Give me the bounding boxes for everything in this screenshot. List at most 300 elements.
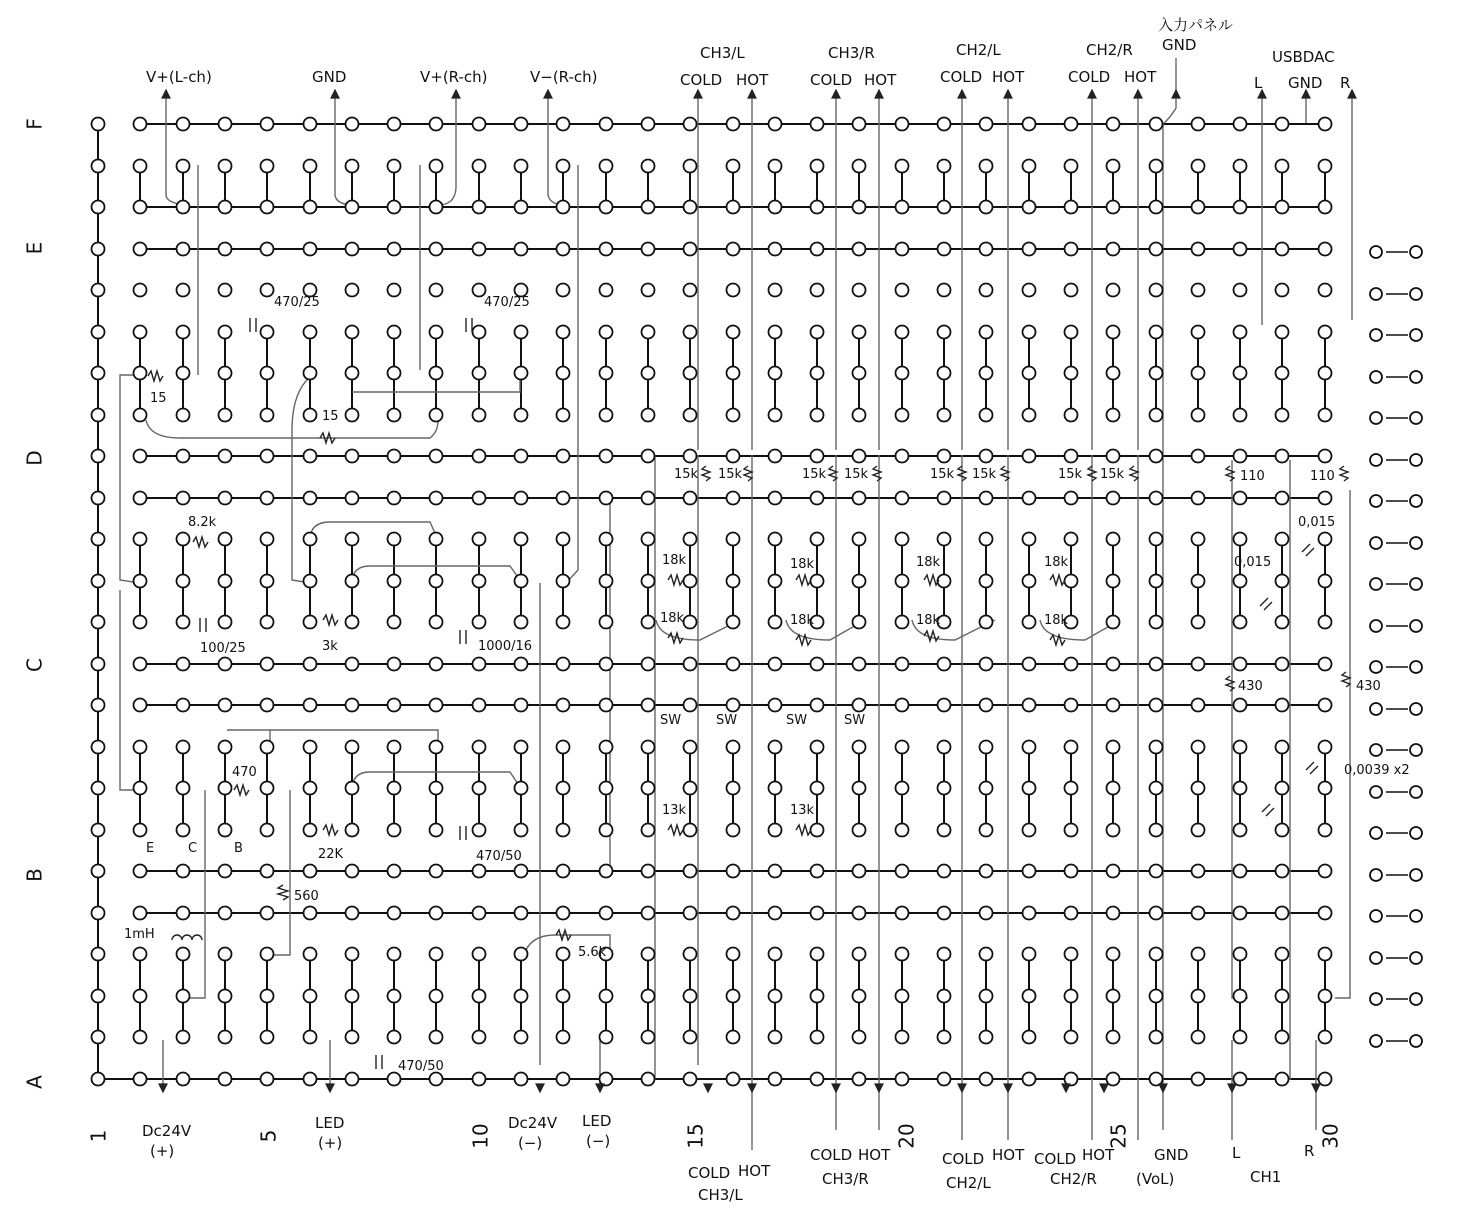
jumper-wires	[120, 58, 1352, 1150]
label-vplus-r: V+(R-ch)	[420, 68, 488, 86]
board-hole	[853, 533, 866, 546]
board-hole	[727, 616, 740, 629]
label-cap-1000-16: 1000/16	[478, 639, 533, 654]
board-hole	[938, 1073, 951, 1086]
board-hole	[346, 243, 359, 256]
board-hole	[92, 409, 105, 422]
board-hole	[1276, 243, 1289, 256]
wire-loop-o	[183, 790, 205, 998]
board-hole	[684, 409, 697, 422]
board-hole	[1107, 658, 1120, 671]
connector-hole	[1410, 578, 1422, 590]
board-hole	[1319, 118, 1332, 131]
board-hole	[1150, 243, 1163, 256]
board-hole	[642, 699, 655, 712]
board-hole	[1319, 450, 1332, 463]
board-hole	[92, 492, 105, 505]
board-hole	[177, 699, 190, 712]
board-hole	[853, 201, 866, 214]
board-hole	[1192, 1031, 1205, 1044]
board-hole	[1234, 616, 1247, 629]
board-hole	[430, 326, 443, 339]
resistor-430-b	[1342, 672, 1350, 687]
row-label-d: D	[22, 450, 47, 466]
board-hole	[346, 575, 359, 588]
board-hole	[177, 450, 190, 463]
board-hole	[1065, 284, 1078, 297]
arrow-head	[162, 90, 170, 98]
board-hole	[684, 492, 697, 505]
board-hole	[1065, 367, 1078, 380]
board-hole	[261, 990, 274, 1003]
board-hole	[1192, 492, 1205, 505]
resistor-560	[278, 885, 288, 900]
board-hole	[261, 948, 274, 961]
board-hole	[1319, 699, 1332, 712]
board-hole	[938, 575, 951, 588]
board-hole	[92, 118, 105, 131]
board-hole	[896, 533, 909, 546]
board-hole	[684, 699, 697, 712]
board-hole	[430, 160, 443, 173]
board-hole	[980, 492, 993, 505]
board-hole	[769, 990, 782, 1003]
board-hole	[896, 865, 909, 878]
board-hole	[177, 907, 190, 920]
board-hole	[557, 1031, 570, 1044]
board-hole	[600, 575, 613, 588]
label-r110-a: 110	[1240, 469, 1265, 484]
board-hole	[811, 533, 824, 546]
board-hole	[1107, 367, 1120, 380]
label-ch2r-title: CH2/R	[1086, 41, 1133, 59]
board-hole	[1234, 450, 1247, 463]
components	[148, 318, 1350, 1069]
label-c0-015-b: 0,015	[1234, 555, 1272, 570]
cap-470-50-b	[376, 1055, 382, 1069]
board-hole	[219, 326, 232, 339]
board-hole	[600, 160, 613, 173]
board-hole	[1023, 326, 1036, 339]
board-hole	[261, 326, 274, 339]
arrow-head	[748, 90, 756, 98]
board-hole	[1107, 533, 1120, 546]
board-hole	[600, 741, 613, 754]
board-hole	[1023, 1031, 1036, 1044]
board-hole	[600, 201, 613, 214]
board-hole	[473, 533, 486, 546]
board-hole	[219, 699, 232, 712]
col-label-15: 15	[683, 1123, 708, 1149]
board-hole	[1276, 450, 1289, 463]
board-hole	[684, 1073, 697, 1086]
board-hole	[134, 1073, 147, 1086]
cap-0-015-a	[1302, 544, 1314, 556]
label-usb-l: L	[1254, 74, 1263, 92]
board-hole	[769, 326, 782, 339]
board-hole	[92, 782, 105, 795]
board-hole	[727, 782, 740, 795]
board-hole	[853, 990, 866, 1003]
board-hole	[430, 741, 443, 754]
arrow-head	[694, 90, 702, 98]
board-hole	[896, 741, 909, 754]
label-r18k-7: 18k	[1044, 555, 1069, 570]
board-hole	[853, 284, 866, 297]
board-hole	[1192, 575, 1205, 588]
board-hole	[261, 201, 274, 214]
arrow-head	[1172, 90, 1180, 98]
board-hole	[1023, 160, 1036, 173]
board-hole	[92, 367, 105, 380]
board-hole	[1276, 575, 1289, 588]
board-hole	[557, 741, 570, 754]
board-hole	[1192, 782, 1205, 795]
board-hole	[473, 575, 486, 588]
board-hole	[980, 118, 993, 131]
board-hole	[811, 865, 824, 878]
board-hole	[1150, 699, 1163, 712]
label-ch2r-hot: HOT	[1124, 68, 1157, 86]
label-r430-a: 430	[1238, 679, 1263, 694]
board-hole	[430, 948, 443, 961]
board-hole	[388, 492, 401, 505]
board-hole	[1107, 575, 1120, 588]
board-hole	[219, 450, 232, 463]
label-usb-r: R	[1340, 74, 1351, 92]
board-hole	[1319, 160, 1332, 173]
board-hole	[430, 824, 443, 837]
board-hole	[557, 450, 570, 463]
board-traces	[98, 124, 1325, 1079]
board-hole	[473, 492, 486, 505]
board-hole	[1065, 658, 1078, 671]
board-hole	[430, 865, 443, 878]
board-hole	[769, 284, 782, 297]
wire-gnd	[335, 92, 352, 205]
board-hole	[261, 533, 274, 546]
board-hole	[304, 160, 317, 173]
board-hole	[92, 824, 105, 837]
board-hole	[1065, 1031, 1078, 1044]
board-hole	[642, 782, 655, 795]
board-hole	[515, 160, 528, 173]
board-hole	[92, 658, 105, 671]
board-hole	[92, 865, 105, 878]
arrow-head	[1004, 90, 1012, 98]
arrow-head	[958, 1084, 966, 1092]
board-hole	[177, 367, 190, 380]
connector-hole	[1410, 993, 1422, 1005]
board-hole	[1107, 284, 1120, 297]
board-hole	[473, 160, 486, 173]
board-hole	[177, 492, 190, 505]
board-hole	[388, 118, 401, 131]
board-hole	[980, 326, 993, 339]
board-hole	[1150, 658, 1163, 671]
label-bottom-hot-3: HOT	[992, 1146, 1025, 1164]
board-hole	[980, 409, 993, 422]
board-hole	[557, 699, 570, 712]
board-hole	[1319, 367, 1332, 380]
arrow-head	[536, 1084, 544, 1092]
connector-hole	[1370, 786, 1382, 798]
label-led-minus: LED	[582, 1112, 612, 1130]
arrow-head	[1062, 1084, 1070, 1092]
label-pin-c: C	[188, 841, 198, 856]
board-hole	[684, 741, 697, 754]
arrow-head	[1228, 1084, 1236, 1092]
label-sw-4: SW	[844, 713, 866, 728]
board-hole	[684, 575, 697, 588]
board-hole	[811, 326, 824, 339]
board-hole	[346, 824, 359, 837]
connector-hole	[1370, 495, 1382, 507]
board-hole	[346, 616, 359, 629]
board-hole	[346, 1031, 359, 1044]
board-hole	[1234, 160, 1247, 173]
connector-hole	[1410, 703, 1422, 715]
arrow-head	[596, 1084, 604, 1092]
board-hole	[177, 741, 190, 754]
board-hole	[219, 865, 232, 878]
board-hole	[642, 284, 655, 297]
board-hole	[1234, 575, 1247, 588]
label-cap-470-25-a: 470/25	[274, 295, 320, 310]
board-hole	[177, 284, 190, 297]
board-hole	[727, 658, 740, 671]
board-hole	[515, 243, 528, 256]
board-hole	[1276, 326, 1289, 339]
col-label-20: 20	[894, 1123, 919, 1149]
wire-loop-d	[292, 376, 311, 583]
board-hole	[980, 741, 993, 754]
board-hole	[430, 409, 443, 422]
cap-0-0039-a	[1306, 762, 1318, 774]
board-hole	[1065, 326, 1078, 339]
board-hole	[473, 409, 486, 422]
board-hole	[1276, 409, 1289, 422]
board-hole	[1107, 326, 1120, 339]
board-hole	[600, 367, 613, 380]
wire-loop-a	[120, 375, 140, 583]
board-hole	[1319, 824, 1332, 837]
board-hole	[1150, 824, 1163, 837]
board-hole	[684, 326, 697, 339]
board-hole	[388, 699, 401, 712]
board-hole	[1192, 948, 1205, 961]
board-hole	[261, 1073, 274, 1086]
board-hole	[811, 450, 824, 463]
board-hole	[92, 1031, 105, 1044]
label-usb-gnd: GND	[1288, 74, 1323, 92]
resistor-13k-1	[668, 825, 683, 835]
board-hole	[177, 160, 190, 173]
board-hole	[642, 450, 655, 463]
board-hole	[600, 824, 613, 837]
arrow-head	[1100, 1084, 1108, 1092]
board-hole	[769, 824, 782, 837]
arrow-head	[159, 1084, 167, 1092]
board-hole	[938, 450, 951, 463]
board-hole	[600, 1031, 613, 1044]
board-hole	[1150, 907, 1163, 920]
col-label-25: 25	[1106, 1123, 1131, 1149]
board-hole	[896, 1073, 909, 1086]
label-ch2l-cold: COLD	[940, 68, 983, 86]
arrow-head	[1134, 90, 1142, 98]
board-hole	[853, 326, 866, 339]
board-hole	[177, 990, 190, 1003]
board-hole	[1150, 409, 1163, 422]
board-hole	[1192, 243, 1205, 256]
board-hole	[684, 865, 697, 878]
arrow-head	[704, 1084, 712, 1092]
board-hole	[219, 118, 232, 131]
board-hole	[177, 409, 190, 422]
right-connector-pairs	[1370, 246, 1422, 1047]
board-hole	[727, 284, 740, 297]
board-hole	[1192, 658, 1205, 671]
board-hole	[600, 658, 613, 671]
board-hole	[557, 367, 570, 380]
board-hole	[515, 782, 528, 795]
board-hole	[811, 201, 824, 214]
board-hole	[515, 616, 528, 629]
board-hole	[938, 824, 951, 837]
board-hole	[1276, 990, 1289, 1003]
board-hole	[1276, 907, 1289, 920]
board-hole	[642, 243, 655, 256]
label-bottom-ch1: CH1	[1250, 1168, 1282, 1186]
board-hole	[938, 243, 951, 256]
board-hole	[769, 409, 782, 422]
board-hole	[388, 782, 401, 795]
board-hole	[92, 201, 105, 214]
board-hole	[642, 824, 655, 837]
label-ch2l-hot: HOT	[992, 68, 1025, 86]
board-hole	[1107, 824, 1120, 837]
board-hole	[1065, 865, 1078, 878]
connector-hole	[1370, 454, 1382, 466]
board-hole	[727, 699, 740, 712]
board-hole	[261, 243, 274, 256]
board-hole	[473, 782, 486, 795]
board-hole	[769, 948, 782, 961]
board-hole	[304, 865, 317, 878]
board-hole	[727, 326, 740, 339]
label-ch3l-cold: COLD	[680, 71, 723, 89]
board-hole	[219, 160, 232, 173]
board-hole	[388, 409, 401, 422]
board-hole	[1276, 533, 1289, 546]
board-hole	[811, 907, 824, 920]
board-hole	[1023, 533, 1036, 546]
board-hole	[515, 409, 528, 422]
board-hole	[304, 326, 317, 339]
board-hole	[811, 575, 824, 588]
board-hole	[769, 658, 782, 671]
board-hole	[557, 118, 570, 131]
resistor-15k-8	[1130, 466, 1138, 481]
board-hole	[769, 1031, 782, 1044]
label-r470: 470	[232, 765, 257, 780]
board-hole	[261, 160, 274, 173]
resistor-430-a	[1226, 676, 1234, 691]
board-hole	[727, 409, 740, 422]
board-hole	[684, 367, 697, 380]
arrow-head	[832, 1084, 840, 1092]
board-hole	[430, 990, 443, 1003]
board-hole	[473, 865, 486, 878]
label-sw-2: SW	[716, 713, 738, 728]
board-hole	[896, 824, 909, 837]
board-hole	[177, 782, 190, 795]
board-hole	[896, 575, 909, 588]
board-hole	[896, 1031, 909, 1044]
board-hole	[1107, 990, 1120, 1003]
wire-vplus-r	[438, 92, 456, 205]
label-r13k-1: 13k	[662, 803, 687, 818]
connector-hole	[1410, 329, 1422, 341]
board-hole	[557, 616, 570, 629]
board-hole	[1023, 450, 1036, 463]
board-hole	[727, 865, 740, 878]
label-led-plus-sign: (+)	[318, 1134, 343, 1152]
board-hole	[346, 160, 359, 173]
board-hole	[938, 533, 951, 546]
board-hole	[811, 492, 824, 505]
resistor-15k-4	[873, 466, 881, 481]
board-hole	[177, 201, 190, 214]
board-hole	[1023, 616, 1036, 629]
board-hole	[1234, 118, 1247, 131]
board-hole	[1150, 492, 1163, 505]
board-hole	[769, 865, 782, 878]
board-hole	[134, 243, 147, 256]
board-hole	[1192, 284, 1205, 297]
board-hole	[261, 658, 274, 671]
resistor-110-b	[1340, 466, 1348, 481]
board-hole	[1107, 409, 1120, 422]
label-l1mh: 1mH	[124, 927, 155, 942]
board-hole	[219, 533, 232, 546]
connector-hole	[1370, 578, 1382, 590]
row-label-f: F	[22, 118, 47, 130]
board-hole	[727, 1073, 740, 1086]
board-hole	[1150, 948, 1163, 961]
resistor-15k-2	[744, 466, 752, 481]
board-hole	[430, 492, 443, 505]
board-hole	[346, 699, 359, 712]
board-hole	[515, 824, 528, 837]
label-r15k-3: 15k	[802, 467, 827, 482]
label-sw-1: SW	[660, 713, 682, 728]
board-hole	[219, 367, 232, 380]
board-hole	[727, 1031, 740, 1044]
board-hole	[1023, 782, 1036, 795]
board-hole	[261, 118, 274, 131]
arrow-head	[875, 90, 883, 98]
board-hole	[134, 575, 147, 588]
arrow-head	[958, 90, 966, 98]
board-hole	[853, 492, 866, 505]
wire-loop-h	[310, 522, 438, 540]
board-hole	[1192, 118, 1205, 131]
board-hole	[938, 367, 951, 380]
board-hole	[1150, 367, 1163, 380]
board-hole	[769, 160, 782, 173]
